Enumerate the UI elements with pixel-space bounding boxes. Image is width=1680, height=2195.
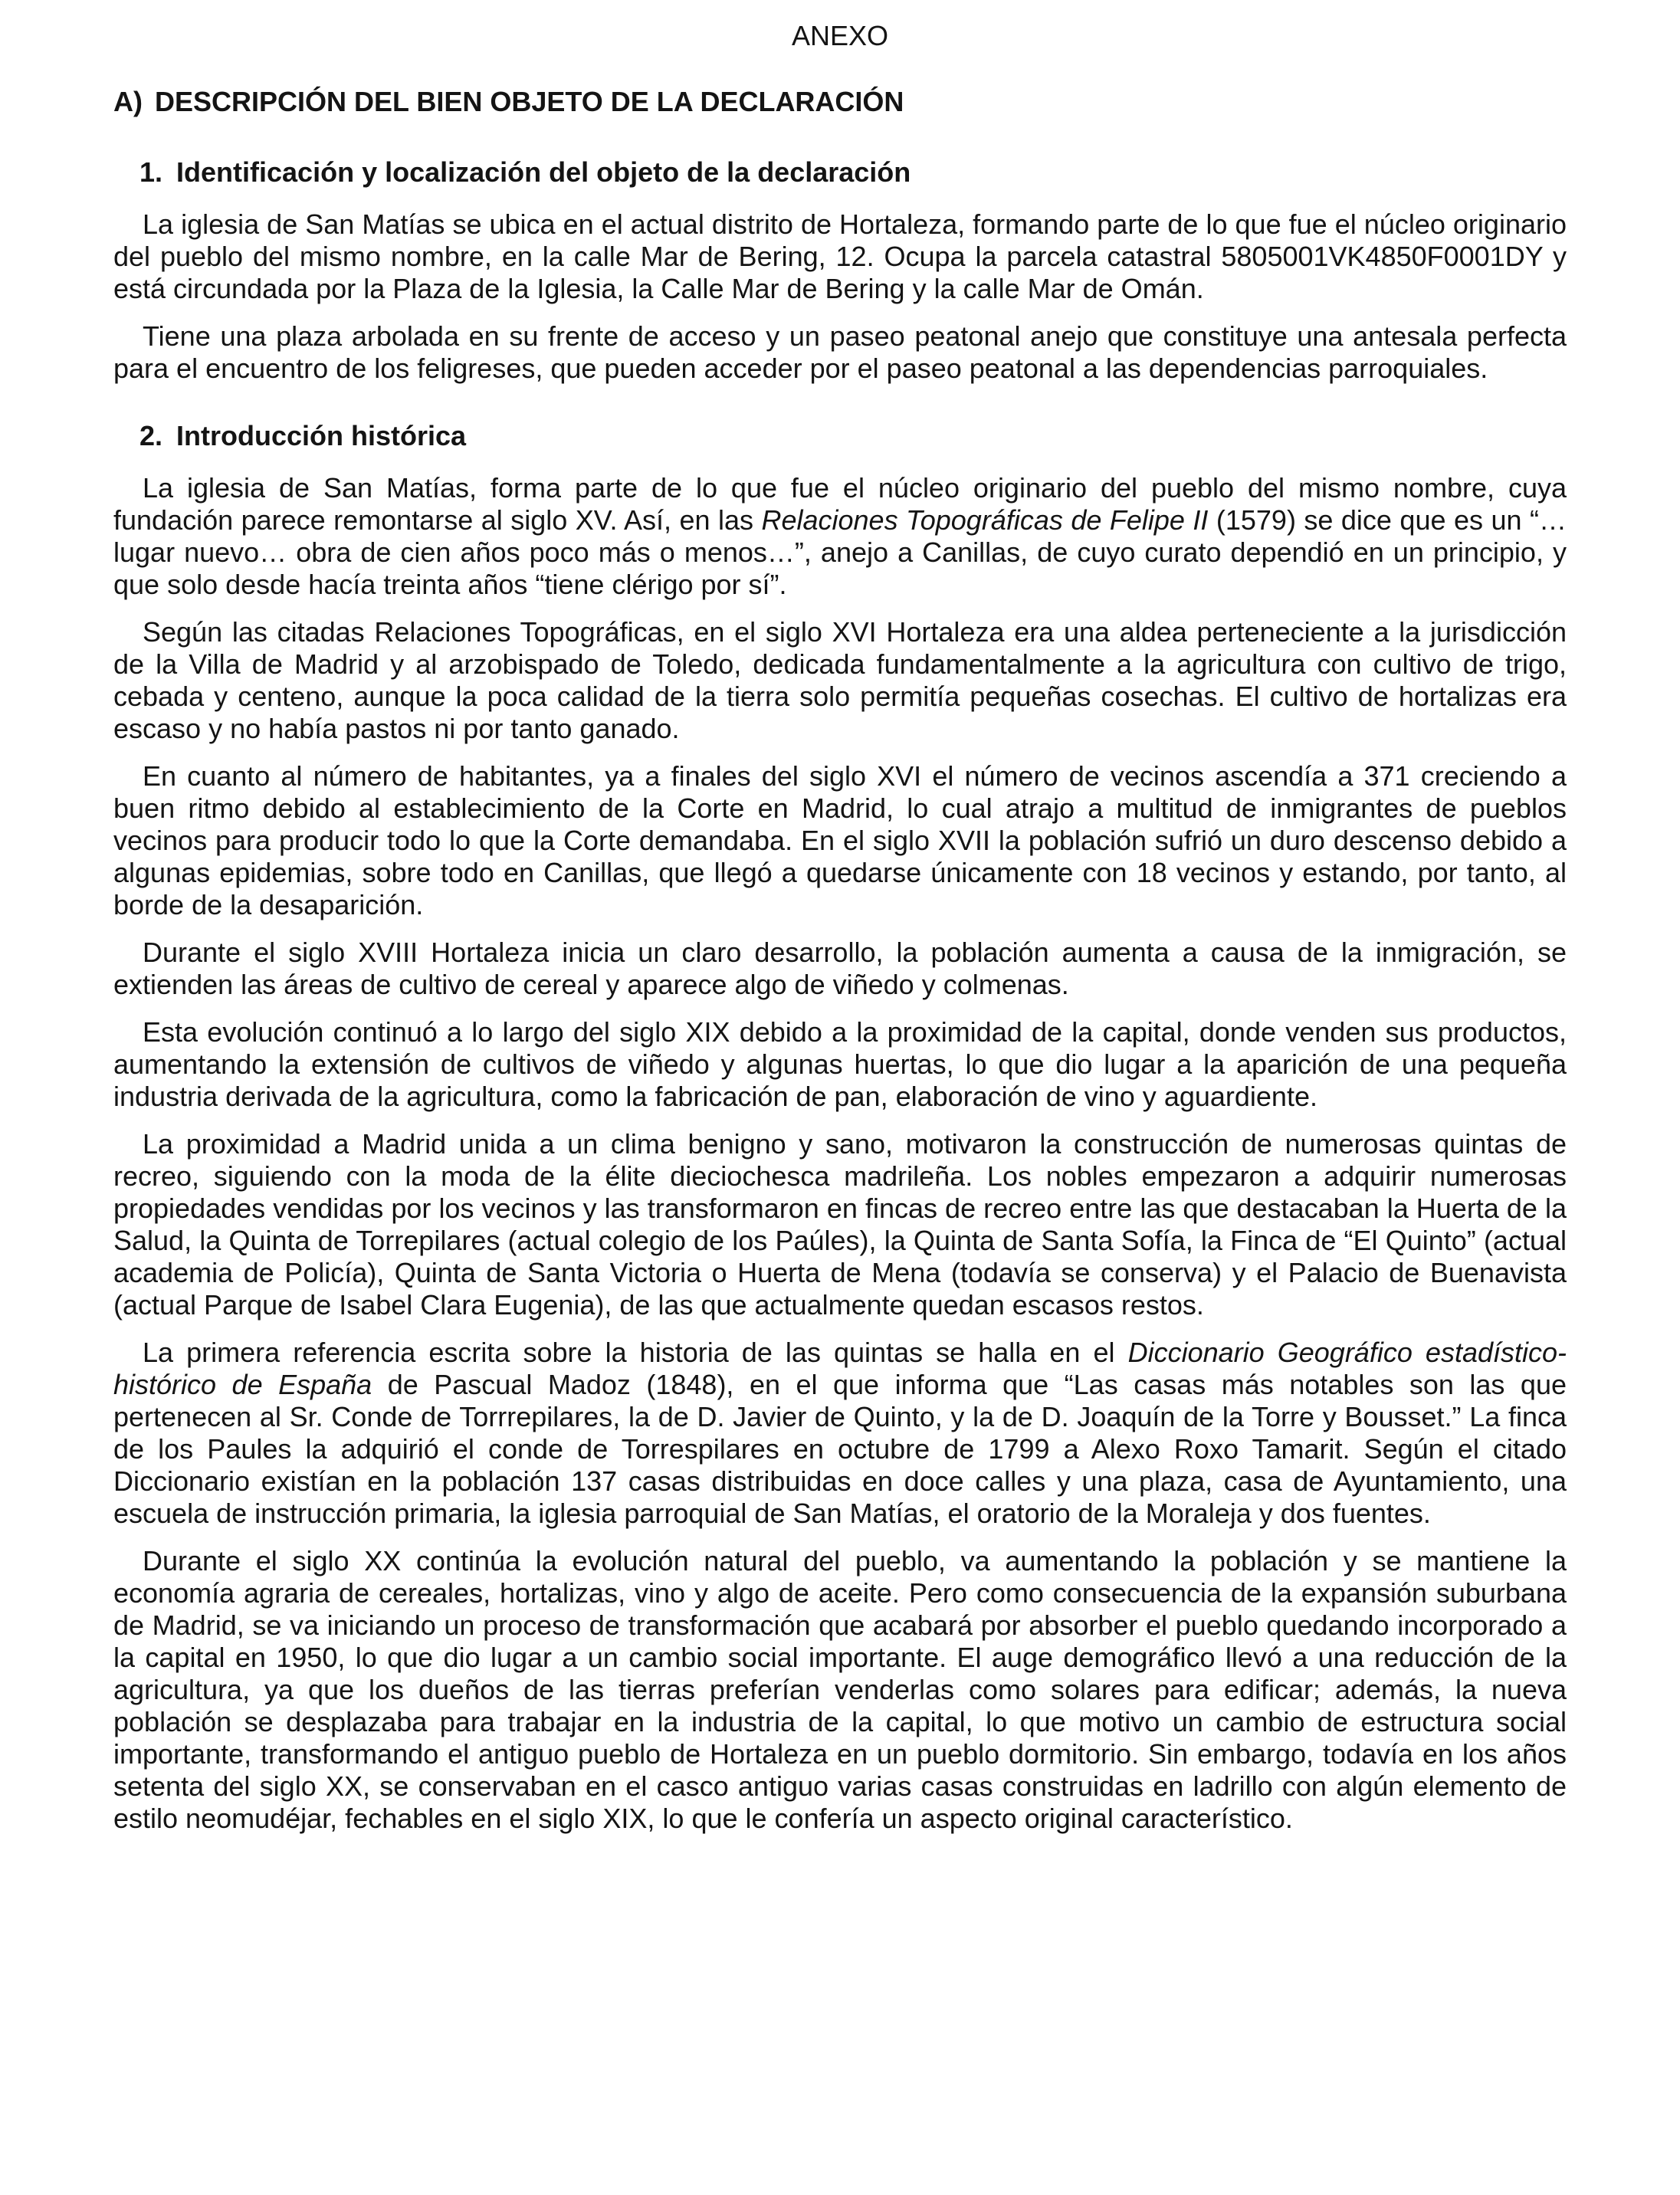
- paragraph: [113, 1128, 1567, 1321]
- paragraph-text-run: de Pascual Madoz (1848), en el que informa que “Las casas más notables son las que pertenecen al Sr. Conde de Torrrepilares, la de D. Javier de Quinto, y la de D. Joaquín de la Torre y Bousset.” La finca de los Paules la adquirió el conde de Torrespilares en octubre de 1799 a Alexo Roxo Tamarit. Según el citado Diccionario existían en la población 137 casas distribuidas en doce calles y una plaza, casa de Ayuntamiento, una escuela de instrucción primaria, la iglesia parroquial de San Matías, el oratorio de la Moraleja y dos fuentes.: [113, 1369, 1567, 1529]
- paragraph: [113, 616, 1567, 745]
- subsection-title: Identificación y localización del objeto de la declaración: [176, 156, 911, 188]
- paragraph-text-run: Tiene una plaza arbolada en su frente de acceso y un paseo peatonal anejo que constituye una antesala perfecta para el encuentro de los feligreses, que pueden acceder por el paseo peatonal a las dependencias parroquiales.: [113, 320, 1567, 384]
- paragraph-italic-run: Relaciones Topográficas de Felipe II: [761, 504, 1209, 536]
- subsection-title: Introducción histórica: [176, 420, 467, 451]
- document-title: ANEXO: [791, 20, 889, 51]
- subsection-number: 1.: [139, 156, 163, 188]
- section-a-heading: [113, 86, 1567, 118]
- subsection-heading: [139, 420, 1567, 452]
- paragraph-text-run: La primera referencia escrita sobre la historia de las quintas se halla en el: [143, 1337, 1128, 1368]
- paragraph-text-run: En cuanto al número de habitantes, ya a finales del siglo XVI el número de vecinos ascendía a 371 creciendo a buen ritmo debido al establecimiento de la Corte en Madrid, lo cual atrajo a multitud de inmigrantes de pueblos vecinos para producir todo lo que la Corte demandaba. En el siglo XVII la población sufrió un duro descenso debido a algunas epidemias, sobre todo en Canillas, que llegó a quedarse únicamente con 18 vecinos y estando, por tanto, al borde de la desaparición.: [113, 760, 1567, 920]
- paragraph: [113, 208, 1567, 305]
- subsection-number: 2.: [139, 420, 163, 451]
- paragraph-text-run: (1579) se dice que es un “… lugar nuevo… obra de cien años poco más o menos…”, anejo a Canillas, de cuyo curato dependió en un principio, y que solo desde hacía treinta años “tiene clérigo por sí”.: [113, 504, 1567, 600]
- section-a-title: DESCRIPCIÓN DEL BIEN OBJETO DE LA DECLARACIÓN: [155, 86, 904, 117]
- paragraph-text-run: La proximidad a Madrid unida a un clima benigno y sano, motivaron la construcción de numerosas quintas de recreo, siguiendo con la moda de la élite dieciochesca madrileña. Los nobles empezaron a adquirir numerosas propiedades vendidas por los vecinos y las transformaron en fincas de recreo entre las que destacaban la Huerta de la Salud, la Quinta de Torrepilares (actual colegio de los Paúles), la Quinta de Santa Sofía, la Finca de “El Quinto” (actual academia de Policía), Quinta de Santa Victoria o Huerta de Mena (todavía se conserva) y el Palacio de Buenavista (actual Parque de Isabel Clara Eugenia), de las que actualmente quedan escasos restos.: [113, 1128, 1567, 1321]
- paragraph: [113, 1016, 1567, 1113]
- paragraph: [113, 937, 1567, 1001]
- subsections-container: [113, 156, 1567, 1835]
- paragraph-text-run: Esta evolución continuó a lo largo del siglo XIX debido a la proximidad de la capital, donde venden sus productos, aumentando la extensión de cultivos de viñedo y algunas huertas, lo que dio lugar a la aparición de una pequeña industria derivada de la agricultura, como la fabricación de pan, elaboración de vino y aguardiente.: [113, 1016, 1567, 1112]
- paragraph: [113, 760, 1567, 921]
- paragraph: [113, 472, 1567, 601]
- paragraph: [113, 1337, 1567, 1530]
- section-a-label: A): [113, 86, 143, 117]
- paragraph-text-run: Según las citadas Relaciones Topográficas, en el siglo XVI Hortaleza era una aldea perteneciente a la jurisdicción de la Villa de Madrid y al arzobispado de Toledo, dedicada fundamentalmente a la agricultura con cultivo de trigo, cebada y centeno, aunque la poca calidad de la tierra solo permitía pequeñas cosechas. El cultivo de hortalizas era escaso y no había pastos ni por tanto ganado.: [113, 616, 1567, 744]
- paragraph-text-run: La iglesia de San Matías, forma parte de lo que fue el núcleo originario del pueblo del mismo nombre, cuya fundación parece remontarse al siglo XV. Así, en las: [113, 472, 1567, 536]
- paragraph-text-run: La iglesia de San Matías se ubica en el actual distrito de Hortaleza, formando parte de lo que fue el núcleo originario del pueblo del mismo nombre, en la calle Mar de Bering, 12. Ocupa la parcela catastral 5805001VK4850F0001DY y está circundada por la Plaza de la Iglesia, la Calle Mar de Bering y la calle Mar de Omán.: [113, 208, 1567, 304]
- paragraph-text-run: Durante el siglo XX continúa la evolución natural del pueblo, va aumentando la población y se mantiene la economía agraria de cereales, hortalizas, vino y algo de aceite. Pero como consecuencia de la expansión suburbana de Madrid, se va iniciando un proceso de transformación que acabará por absorber el pueblo quedando incorporado a la capital en 1950, lo que dio lugar a un cambio social importante. El auge demográfico llevó a una reducción de la agricultura, ya que los dueños de las tierras preferían venderlas como solares para edificar; además, la nueva población se desplazaba para trabajar en la industria de la capital, lo que motivo un cambio de estructura social importante, transformando el antiguo pueblo de Hortaleza en un pueblo dormitorio. Sin embargo, todavía en los años setenta del siglo XX, se conservaban en el casco antiguo varias casas construidas en ladrillo con algún elemento de estilo neomudéjar, fechables en el siglo XIX, lo que le confería un aspecto original característico.: [113, 1545, 1567, 1834]
- paragraph: [113, 320, 1567, 385]
- paragraph-italic-run: Diccionario Geográfico estadístico-histórico de España: [113, 1337, 1567, 1400]
- subsection-heading: [139, 156, 1567, 189]
- paragraph-text-run: Durante el siglo XVIII Hortaleza inicia un claro desarrollo, la población aumenta a causa de la inmigración, se extienden las áreas de cultivo de cereal y aparece algo de viñedo y colmenas.: [113, 937, 1567, 1000]
- paragraph: [113, 1545, 1567, 1835]
